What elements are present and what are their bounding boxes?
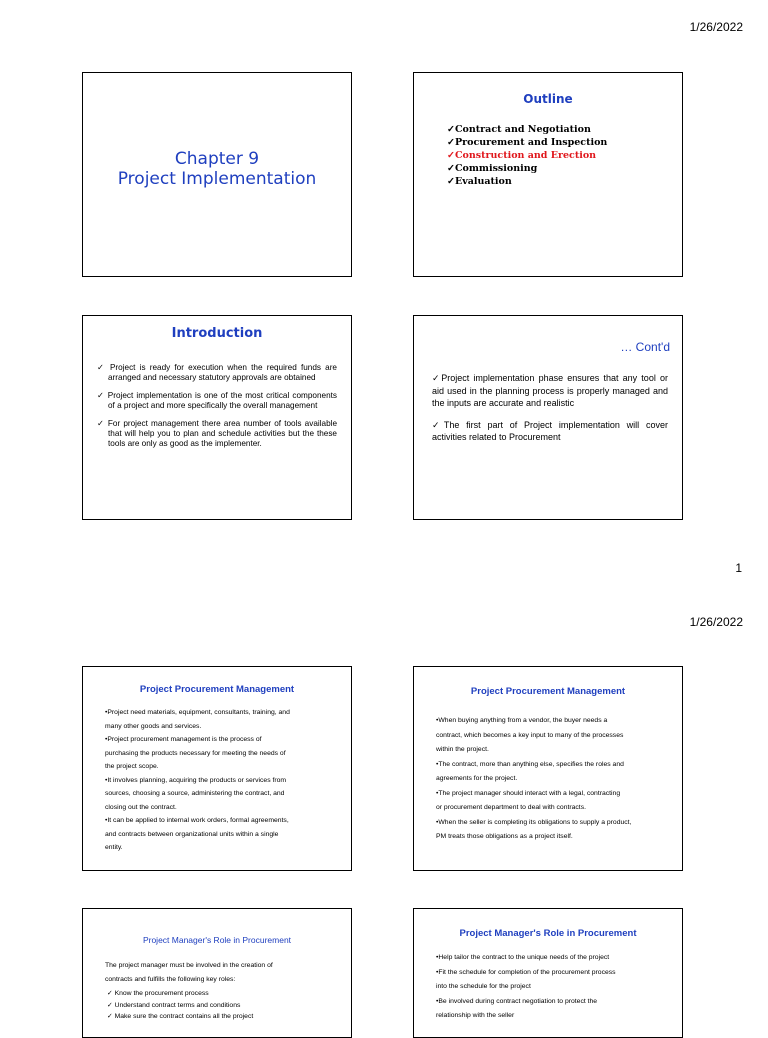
list-line: •Project need materials, equipment, consultants, training, and xyxy=(105,709,290,716)
list-line: or procurement department to deal with contracts. xyxy=(436,804,586,811)
slide-contd xyxy=(413,315,683,520)
list-item: ✓ Make sure the contract contains all the project xyxy=(107,1013,254,1020)
outline-item: ✓Commissioning xyxy=(447,163,538,174)
list-line: •It involves planning, acquiring the products or services from xyxy=(105,776,287,784)
list-item: ✓ Project implementation is one of the most critical components of a project and more specifically the overall management xyxy=(97,391,337,410)
slide-pm-role-1 xyxy=(82,908,352,1038)
intro-line: The project manager must be involved in the creation of xyxy=(105,962,273,969)
slide-title: … Cont'd xyxy=(620,340,670,354)
slide-title: Project Manager's Role in Procurement xyxy=(142,935,292,945)
list-line: •It can be applied to internal work orders, formal agreements, xyxy=(105,817,289,824)
slide-chapter-title xyxy=(82,72,352,277)
procurement-list xyxy=(105,706,335,855)
chapter-heading xyxy=(83,149,351,189)
list-item: ✓ Project is ready for execution when the required funds are arranged and necessary statutory approvals are obtained xyxy=(97,363,337,382)
list-line: agreements for the project. xyxy=(436,775,518,782)
list-line: many other goods and services. xyxy=(105,722,202,730)
list-line: •The project manager should interact with a legal, contracting xyxy=(436,789,621,797)
chapter-title: Project Implementation xyxy=(117,169,317,189)
list-item: ✓The first part of Project implementation will cover activities related to Procurement xyxy=(432,419,668,442)
intro-line: contracts and fulfills the following key roles: xyxy=(105,975,236,983)
outline-item: ✓Evaluation xyxy=(447,176,512,187)
slide-title: Outline xyxy=(523,92,573,106)
list-item: ✓ Understand contract terms and conditions xyxy=(107,1001,241,1009)
outline-item: ✓Procurement and Inspection xyxy=(447,137,608,148)
list-line: entity. xyxy=(105,844,123,851)
slide-introduction xyxy=(82,315,352,520)
list-item: ✓ For project management there area number of tools available that will help you to plan and schedule activities but the these tools are only as good as the implementer. xyxy=(97,419,337,448)
slide-title: Project Procurement Management xyxy=(470,686,626,697)
list-line: •The contract, more than anything else, specifies the roles and xyxy=(436,760,624,768)
chapter-number: Chapter 9 xyxy=(174,149,260,169)
page-date: 1/26/2022 xyxy=(689,615,743,629)
role-list xyxy=(436,951,666,1024)
slide-title: Introduction xyxy=(171,326,263,341)
list-line: •When buying anything from a vendor, the buyer needs a xyxy=(436,717,608,724)
slide-pm-role-2 xyxy=(413,908,683,1038)
page-date: 1/26/2022 xyxy=(689,20,743,34)
list-item: ✓Project implementation phase ensures that any tool or aid used in the planning process is properly managed and the inputs are accurate and realistic xyxy=(432,373,668,408)
list-line: sources, choosing a source, administering the contract, and xyxy=(105,790,285,797)
intro-list xyxy=(97,363,337,457)
list-line: relationship with the seller xyxy=(436,1012,515,1019)
procurement-list xyxy=(436,714,666,845)
slide-title: Project Manager's Role in Procurement xyxy=(459,928,637,939)
list-line: contract, which becomes a key input to many of the processes xyxy=(436,731,624,739)
list-line: PM treats those obligations as a project itself. xyxy=(436,833,573,840)
slide-outline xyxy=(413,72,683,277)
list-line: the project scope. xyxy=(105,763,159,770)
list-line: and contracts between organizational units within a single xyxy=(105,830,279,838)
list-line: •Fit the schedule for completion of the procurement process xyxy=(436,968,616,976)
page-number: 1 xyxy=(735,561,742,575)
slide-procurement-management-1 xyxy=(82,666,352,871)
role-list xyxy=(107,988,341,1023)
list-line: •Project procurement management is the process of xyxy=(105,736,262,743)
role-intro xyxy=(105,959,335,986)
contd-list xyxy=(432,372,668,453)
slide-title: Project Procurement Management xyxy=(139,684,295,695)
list-line: •When the seller is completing its obligations to supply a product, xyxy=(436,818,632,826)
list-line: purchasing the products necessary for meeting the needs of xyxy=(105,749,286,757)
list-item: ✓ Know the procurement process xyxy=(107,990,209,997)
list-line: into the schedule for the project xyxy=(436,983,531,990)
list-line: closing out the contract. xyxy=(105,803,177,811)
list-line: •Be involved during contract negotiation to protect the xyxy=(436,997,598,1005)
outline-item: ✓Contract and Negotiation xyxy=(447,124,591,135)
slide-procurement-management-2 xyxy=(413,666,683,871)
outline-item-highlighted: ✓Construction and Erection xyxy=(447,150,597,161)
list-line: within the project. xyxy=(436,746,489,753)
list-line: •Help tailor the contract to the unique needs of the project xyxy=(436,954,610,961)
outline-list xyxy=(447,123,607,188)
